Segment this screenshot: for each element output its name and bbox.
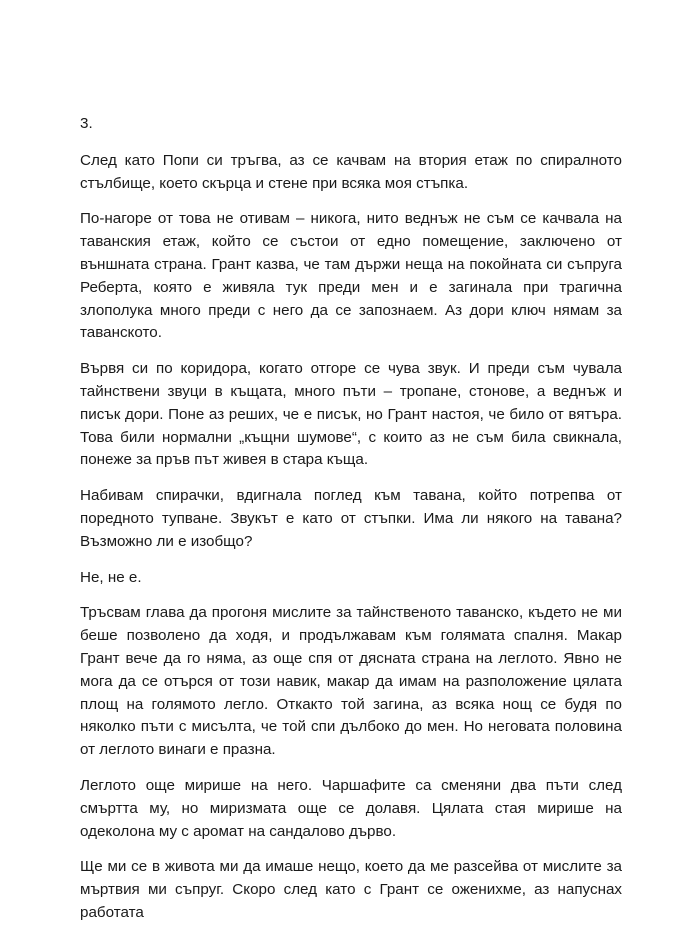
paragraph-2: По-нагоре от това не отивам – никога, нито веднъж не съм се качвала на таванския етаж, който се състои от едно помещение, заключено от външната страна. Грант казва, че там държи неща на покойната си съпруга Реберта, която е живяла тук преди мен и е загинала при трагична злополука много преди с него да се запознаем. Аз дори ключ нямам за таванското.: [80, 210, 622, 342]
paragraph-3: Вървя си по коридора, когато отгоре се чува звук. И преди съм чувала тайнствени звуци в къщата, много пъти – тропане, стонове, а веднъж и писък дори. Поне аз реших, че е писък, но Грант настоя, че било от вятъра. Това били нормални „къщни шумове“, с които аз не съм била свикнала, понеже за пръв път живея в стара къща.: [80, 360, 622, 469]
paragraph-5: Не, не е.: [80, 568, 142, 586]
paragraph-1: След като Попи си тръгва, аз се качвам на втория етаж по спиралното стълбище, което скърца и стене при всяка моя стъпка.: [80, 151, 622, 192]
paragraph-7: Леглото още мирише на него. Чаршафите са сменяни два пъти след смъртта му, но миризмата още се долавя. Цялата стая мирише на одеколона му с аромат на сандалово дърво.: [80, 776, 622, 840]
paragraph-6: Тръсвам глава да прогоня мислите за тайнственото таванско, където не ми беше позволено да ходя, и продължавам към голямата спалня. Макар Грант вече да го няма, аз още спя от дясната страна на леглото. Явно не мога да се отърся от този навик, макар да имам на разположение цялата площ на голямото легло. Откакто той загина, аз всяка нощ се будя по няколко пъти с мисълта, че той спи дълбоко до мен. Но неговата половина от леглото винаги е празна.: [80, 604, 622, 759]
chapter-number: 3.: [80, 115, 93, 132]
document-page: [80, 113, 622, 938]
paragraph-4: Набивам спирачки, вдигнала поглед към тавана, който потрепва от поредното тупване. Звукът е като от стъпки. Има ли някого на тавана? Възможно ли е изобщо?: [80, 487, 622, 550]
paragraph-8: Ще ми се в живота ми да имаше нещо, което да ме разсейва от мислите за мъртвия ми съпруг. Скоро след като с Грант се оженихме, аз напуснах работата: [80, 858, 622, 921]
